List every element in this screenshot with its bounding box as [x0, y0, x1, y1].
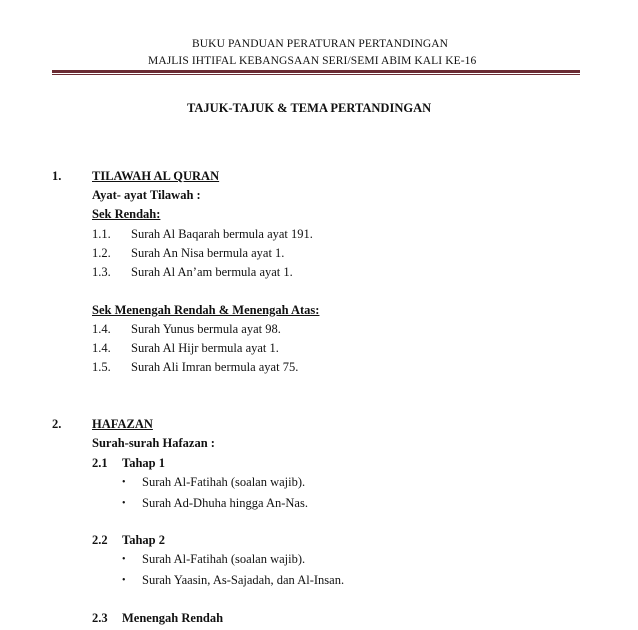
- group-2-label: Sek Menengah Rendah & Menengah Atas:: [92, 303, 320, 317]
- sub-label: Menengah Rendah: [122, 611, 224, 625]
- header-line-1: BUKU PANDUAN PERATURAN PERTANDINGAN: [192, 38, 449, 50]
- sub-number: 2.3: [92, 611, 108, 625]
- bullet-text: Surah Al-Fatihah (soalan wajib).: [142, 552, 306, 566]
- bullet-text: Surah Yaasin, As-Sajadah, dan Al-Insan.: [142, 573, 345, 587]
- section-1-subheading: Ayat- ayat Tilawah :: [92, 188, 201, 202]
- header-rule: [52, 70, 580, 73]
- item-number: 1.1.: [92, 227, 111, 241]
- header-rule-thin: [52, 74, 580, 75]
- section-2-heading: HAFAZAN: [92, 417, 153, 431]
- bullet-icon: •: [122, 498, 126, 509]
- sub-number: 2.2: [92, 533, 108, 547]
- header-line-2: MAJLIS IHTIFAL KEBANGSAAN SERI/SEMI ABIM KALI KE-16: [148, 55, 477, 67]
- bullet-icon: •: [122, 575, 126, 586]
- item-text: Surah An Nisa bermula ayat 1.: [131, 246, 285, 260]
- page-title: TAJUK-TAJUK & TEMA PERTANDINGAN: [187, 101, 432, 115]
- bullet-icon: •: [122, 554, 126, 565]
- group-1-label: Sek Rendah:: [92, 207, 161, 221]
- section-1-heading: TILAWAH AL QURAN: [92, 169, 220, 183]
- item-text: Surah Al Baqarah bermula ayat 191.: [131, 227, 313, 241]
- bullet-icon: •: [122, 477, 126, 488]
- section-2-subheading: Surah-surah Hafazan :: [92, 436, 215, 450]
- item-text: Surah Al Hijr bermula ayat 1.: [131, 341, 279, 355]
- sub-number: 2.1: [92, 456, 108, 470]
- item-number: 1.5.: [92, 360, 111, 374]
- section-1-number: 1.: [52, 169, 62, 183]
- item-text: Surah Yunus bermula ayat 98.: [131, 322, 281, 336]
- bullet-text: Surah Ad-Dhuha hingga An-Nas.: [142, 496, 308, 510]
- item-number: 1.3.: [92, 265, 111, 279]
- section-2-number: 2.: [52, 417, 62, 431]
- item-text: Surah Ali Imran bermula ayat 75.: [131, 360, 299, 374]
- sub-label: Tahap 2: [122, 533, 165, 547]
- item-number: 1.4.: [92, 322, 111, 336]
- item-number: 1.2.: [92, 246, 111, 260]
- item-text: Surah Al An’am bermula ayat 1.: [131, 265, 293, 279]
- sub-label: Tahap 1: [122, 456, 165, 470]
- item-number: 1.4.: [92, 341, 111, 355]
- bullet-text: Surah Al-Fatihah (soalan wajib).: [142, 475, 306, 489]
